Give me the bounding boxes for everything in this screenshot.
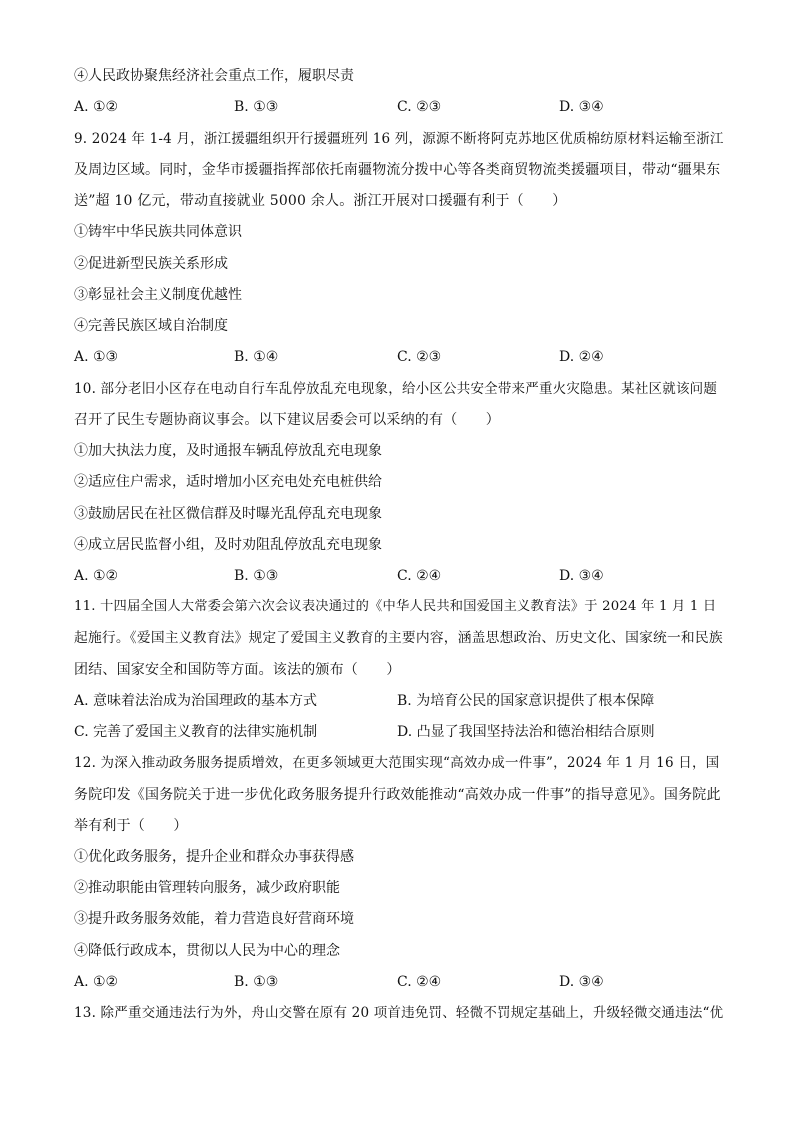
q11-stem-line-2: 起施行。《爱国主义教育法》规定了爱国主义教育的主要内容，涵盖思想政治、历史文化、国家统一和民族 (74, 630, 723, 646)
q10-item-2: ②适应住户需求，适时增加小区充电处充电桩供给 (74, 474, 382, 490)
q12-option-a: A. ①② (74, 974, 119, 990)
q9-options (74, 348, 724, 366)
q12-item-2: ②推动职能由管理转向服务，减少政府职能 (74, 880, 340, 896)
q12-options (74, 973, 724, 991)
q11-option-c: C. 完善了爱国主义教育的法律实施机制 (74, 724, 318, 740)
q12-stem-line-2: 务院印发《国务院关于进一步优化政务服务提升行政效能推动“高效办成一件事”的指导意见》。国务院此 (74, 787, 721, 803)
q10-option-c: C. ②④ (397, 568, 442, 584)
q12-item-4: ④降低行政成本，贯彻以人民为中心的理念 (74, 943, 340, 959)
q9-item-3: ③彰显社会主义制度优越性 (74, 287, 242, 303)
q10-item-3: ③鼓励居民在社区微信群及时曝光乱停乱充电现象 (74, 506, 382, 522)
q8-option-c: C. ②③ (397, 99, 442, 115)
q11-options-row-2 (74, 723, 724, 741)
q9-item-2: ②促进新型民族关系形成 (74, 256, 228, 272)
q8-item-4: ④人民政协聚焦经济社会重点工作，履职尽责 (74, 68, 354, 84)
q10-option-a: A. ①② (74, 568, 119, 584)
q8-options (74, 98, 724, 116)
q9-item-4: ④完善民族区域自治制度 (74, 318, 228, 334)
q9-item-1: ①铸牢中华民族共同体意识 (74, 224, 242, 240)
q9-stem-line-2: 及周边区域。同时，金华市援疆指挥部依托南疆物流分拨中心等各类商贸物流类援疆项目，带动“疆果东 (74, 162, 721, 178)
q8-option-d: D. ③④ (559, 99, 604, 115)
q10-options (74, 567, 724, 585)
q9-option-b: B. ①④ (234, 349, 279, 365)
q9-option-c: C. ②③ (397, 349, 442, 365)
q12-option-d: D. ③④ (559, 974, 604, 990)
q12-item-3: ③提升政务服务效能，着力营造良好营商环境 (74, 911, 354, 927)
q10-item-1: ①加大执法力度，及时通报车辆乱停放乱充电现象 (74, 443, 382, 459)
q8-option-a: A. ①② (74, 99, 119, 115)
q12-stem-line-1: 12. 为深入推动政务服务提质增效，在更多领域更大范围实现“高效办成一件事”，2024 年 1 月 16 日，国 (74, 755, 720, 771)
q11-stem-line-1: 11. 十四届全国人大常委会第六次会议表决通过的《中华人民共和国爱国主义教育法》于 2024 年 1 月 1 日 (74, 599, 717, 614)
q11-options-row-1 (74, 692, 724, 710)
q10-stem-line-2: 召开了民生专题协商议事会。以下建议居委会可以采纳的有（ ） (74, 412, 500, 428)
q11-option-a: A. 意味着法治成为治国理政的基本方式 (74, 693, 318, 709)
q9-option-a: A. ①③ (74, 349, 119, 365)
q10-item-4: ④成立居民监督小组，及时劝阻乱停放乱充电现象 (74, 537, 382, 553)
q13-stem-line-1: 13. 除严重交通违法行为外，舟山交警在原有 20 项首违免罚、轻微不罚规定基础上，升级轻微交通违法“优 (74, 1005, 724, 1021)
q12-option-b: B. ①③ (234, 974, 279, 990)
q8-option-b: B. ①③ (234, 99, 279, 115)
q9-stem-line-3: 送”超 10 亿元，带动直接就业 5000 余人。浙江开展对口援疆有利于（ ） (74, 193, 567, 209)
q11-option-d: D. 凸显了我国坚持法治和德治相结合原则 (397, 724, 655, 740)
q9-option-d: D. ②④ (559, 349, 604, 365)
q12-stem-line-3: 举有利于（ ） (74, 818, 188, 834)
q9-stem-line-1: 9. 2024 年 1-4 月，浙江援疆组织开行援疆班列 16 列，源源不断将阿克苏地区优质棉纺原材料运输至浙江 (74, 131, 724, 147)
q12-item-1: ①优化政务服务，提升企业和群众办事获得感 (74, 849, 354, 865)
q10-stem-line-1: 10. 部分老旧小区存在电动自行车乱停放乱充电现象，给小区公共安全带来严重火灾隐患。某社区就该问题 (74, 381, 718, 397)
q11-stem-line-3: 团结、国家安全和国防等方面。该法的颁布（ ） (74, 662, 401, 678)
q10-option-b: B. ①③ (234, 568, 279, 584)
q12-option-c: C. ②④ (397, 974, 442, 990)
q10-option-d: D. ③④ (559, 568, 604, 584)
q11-option-b: B. 为培育公民的国家意识提供了根本保障 (397, 693, 655, 709)
